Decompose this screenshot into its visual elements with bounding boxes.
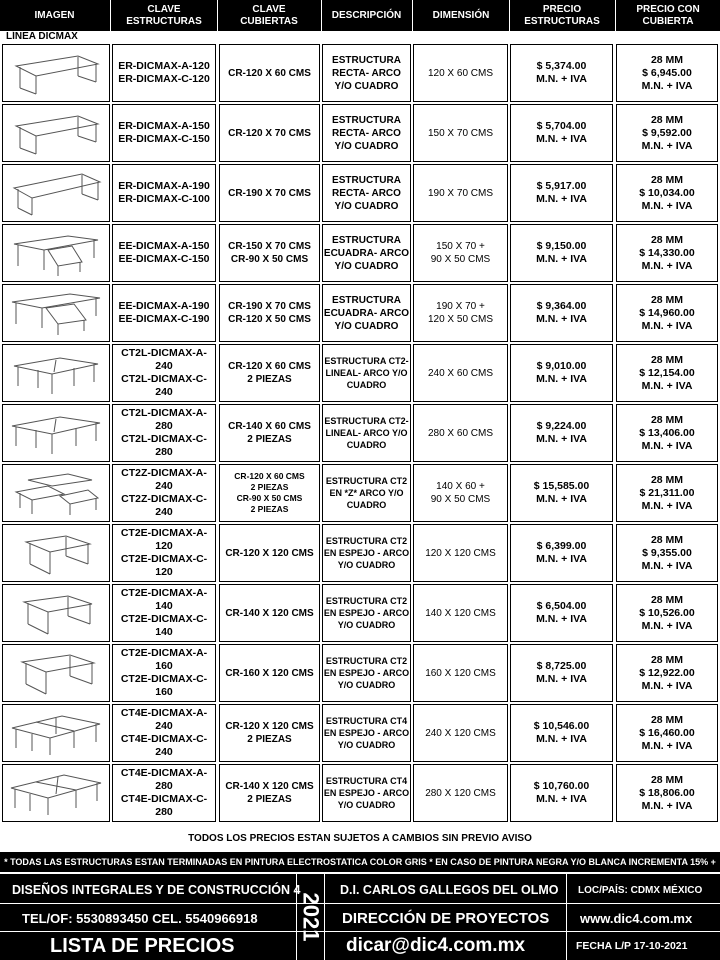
clave-estructura: CT2Z-DICMAX-A-240 CT2Z-DICMAX-C-240 [112, 464, 216, 522]
precio-estructura: $ 5,374.00 M.N. + IVA [510, 44, 613, 102]
table-row [0, 464, 720, 524]
header-clave-cubiertas: CLAVE CUBIERTAS [240, 3, 298, 27]
clave-estructura: ER-DICMAX-A-120 ER-DICMAX-C-120 [112, 44, 216, 102]
precio-cubierta: 28 MM $ 14,330.00 M.N. + IVA [616, 224, 718, 282]
clave-cubierta: CR-190 X 70 CMS CR-120 X 50 CMS [219, 284, 320, 342]
clave-estructura: CT4E-DICMAX-A-280 CT4E-DICMAX-C-280 [112, 764, 216, 822]
clave-cubierta: CR-190 X 70 CMS [219, 164, 320, 222]
list-date: FECHA L/P 17-10-2021 [576, 940, 688, 952]
clave-estructura: EE-DICMAX-A-150 EE-DICMAX-C-150 [112, 224, 216, 282]
table-row [0, 704, 720, 764]
company-name: DISEÑOS INTEGRALES Y DE CONSTRUCCIÓN 4 [12, 883, 301, 897]
website-link[interactable]: www.dic4.com.mx [580, 910, 693, 926]
descripcion: ESTRUCTURA ECUADRA- ARCO Y/O CUADRO [322, 284, 411, 342]
header-precio-cubierta: PRECIO CON CUBIERTA [636, 3, 700, 27]
precio-cubierta: 28 MM $ 14,960.00 M.N. + IVA [616, 284, 718, 342]
table-row [0, 404, 720, 464]
precio-cubierta: 28 MM $ 18,806.00 M.N. + IVA [616, 764, 718, 822]
dimension: 240 X 60 CMS [413, 344, 508, 402]
location: LOC/PAÍS: CDMX MÉXICO [578, 884, 703, 896]
clave-estructura: ER-DICMAX-A-190 ER-DICMAX-C-100 [112, 164, 216, 222]
clave-estructura: CT4E-DICMAX-A-240 CT4E-DICMAX-C-240 [112, 704, 216, 762]
table-row [0, 104, 720, 164]
desk-recta-icon [2, 104, 110, 162]
dimension: 140 X 60 + 90 X 50 CMS [413, 464, 508, 522]
department: DIRECCIÓN DE PROYECTOS [342, 909, 550, 927]
desk-recta-icon [2, 164, 110, 222]
clave-cubierta: CR-140 X 120 CMS 2 PIEZAS [219, 764, 320, 822]
descripcion: ESTRUCTURA CT2 EN ESPEJO - ARCO Y/O CUADRO [322, 644, 411, 702]
header-clave-estructuras: CLAVE ESTRUCTURAS [126, 3, 202, 27]
header-imagen: IMAGEN [34, 9, 75, 21]
clave-cubierta: CR-120 X 60 CMS 2 PIEZAS CR-90 X 50 CMS 2 PIEZAS [219, 464, 320, 522]
descripcion: ESTRUCTURA CT2 EN ESPEJO - ARCO Y/O CUADRO [322, 584, 411, 642]
paint-note: * TODAS LAS ESTRUCTURAS ESTAN TERMINADAS EN PINTURA ELECTROSTATICA COLOR GRIS * EN CASO DE PINTURA NEGRA Y/O BLANCA INCREMENTA 15% + [0, 852, 720, 872]
header-descripcion: DESCRIPCIÓN [331, 9, 402, 21]
table-row [0, 164, 720, 224]
clave-estructura: CT2L-DICMAX-A-240 CT2L-DICMAX-C-240 [112, 344, 216, 402]
precio-estructura: $ 5,704.00 M.N. + IVA [510, 104, 613, 162]
clave-estructura: CT2E-DICMAX-A-120 CT2E-DICMAX-C-120 [112, 524, 216, 582]
precio-cubierta: 28 MM $ 13,406.00 M.N. + IVA [616, 404, 718, 462]
precio-cubierta: 28 MM $ 21,311.00 M.N. + IVA [616, 464, 718, 522]
precio-estructura: $ 9,224.00 M.N. + IVA [510, 404, 613, 462]
table-row [0, 524, 720, 584]
desk-ct4-icon [2, 704, 110, 762]
clave-estructura: CT2E-DICMAX-A-160 CT2E-DICMAX-C-160 [112, 644, 216, 702]
dimension: 160 X 120 CMS [413, 644, 508, 702]
table-row [0, 584, 720, 644]
precio-estructura: $ 6,504.00 M.N. + IVA [510, 584, 613, 642]
dimension: 240 X 120 CMS [413, 704, 508, 762]
precio-estructura: $ 10,760.00 M.N. + IVA [510, 764, 613, 822]
dimension: 120 X 60 CMS [413, 44, 508, 102]
clave-cubierta: CR-120 X 60 CMS [219, 44, 320, 102]
dimension: 150 X 70 + 90 X 50 CMS [413, 224, 508, 282]
descripcion: ESTRUCTURA CT4 EN ESPEJO - ARCO Y/O CUADRO [322, 764, 411, 822]
list-title: LISTA DE PRECIOS [50, 934, 235, 957]
precio-cubierta: 28 MM $ 6,945.00 M.N. + IVA [616, 44, 718, 102]
dimension: 190 X 70 + 120 X 50 CMS [413, 284, 508, 342]
dimension: 190 X 70 CMS [413, 164, 508, 222]
price-notice: TODOS LOS PRECIOS ESTAN SUJETOS A CAMBIOS SIN PREVIO AVISO [188, 833, 532, 844]
precio-cubierta: 28 MM $ 10,034.00 M.N. + IVA [616, 164, 718, 222]
clave-cubierta: CR-120 X 70 CMS [219, 104, 320, 162]
clave-cubierta: CR-150 X 70 CMS CR-90 X 50 CMS [219, 224, 320, 282]
precio-estructura: $ 15,585.00 M.N. + IVA [510, 464, 613, 522]
descripcion: ESTRUCTURA CT2- LINEAL- ARCO Y/O CUADRO [322, 404, 411, 462]
precio-estructura: $ 9,010.00 M.N. + IVA [510, 344, 613, 402]
dimension: 120 X 120 CMS [413, 524, 508, 582]
precio-cubierta: 28 MM $ 10,526.00 M.N. + IVA [616, 584, 718, 642]
table-row [0, 224, 720, 284]
precio-estructura: $ 5,917.00 M.N. + IVA [510, 164, 613, 222]
desk-recta-icon [2, 44, 110, 102]
dimension: 280 X 60 CMS [413, 404, 508, 462]
precio-cubierta: 28 MM $ 9,355.00 M.N. + IVA [616, 524, 718, 582]
precio-estructura: $ 10,546.00 M.N. + IVA [510, 704, 613, 762]
clave-cubierta: CR-120 X 120 CMS 2 PIEZAS [219, 704, 320, 762]
descripcion: ESTRUCTURA RECTA- ARCO Y/O CUADRO [322, 104, 411, 162]
clave-cubierta: CR-160 X 120 CMS [219, 644, 320, 702]
precio-cubierta: 28 MM $ 9,592.00 M.N. + IVA [616, 104, 718, 162]
year-label: 2021 [298, 892, 324, 942]
clave-estructura: CT2L-DICMAX-A-280 CT2L-DICMAX-C-280 [112, 404, 216, 462]
descripcion: ESTRUCTURA RECTA- ARCO Y/O CUADRO [322, 164, 411, 222]
descripcion: ESTRUCTURA CT2 EN ESPEJO - ARCO Y/O CUADRO [322, 524, 411, 582]
clave-cubierta: CR-140 X 120 CMS [219, 584, 320, 642]
descripcion: ESTRUCTURA RECTA- ARCO Y/O CUADRO [322, 44, 411, 102]
clave-estructura: ER-DICMAX-A-150 ER-DICMAX-C-150 [112, 104, 216, 162]
descripcion: ESTRUCTURA CT2- LINEAL- ARCO Y/O CUADRO [322, 344, 411, 402]
contact-email[interactable]: dicar@dic4.com.mx [346, 935, 526, 956]
desk-espejo-icon [2, 584, 110, 642]
precio-cubierta: 28 MM $ 12,922.00 M.N. + IVA [616, 644, 718, 702]
desk-ct4-icon [2, 764, 110, 822]
dimension: 280 X 120 CMS [413, 764, 508, 822]
desk-z-icon [2, 464, 110, 522]
table-row [0, 764, 720, 824]
descripcion: ESTRUCTURA CT2 EN *Z* ARCO Y/O CUADRO [322, 464, 411, 522]
table-row [0, 344, 720, 404]
precio-estructura: $ 9,364.00 M.N. + IVA [510, 284, 613, 342]
precio-cubierta: 28 MM $ 16,460.00 M.N. + IVA [616, 704, 718, 762]
header-dimension: DIMENSIÓN [432, 9, 490, 21]
header-precio-estructuras: PRECIO ESTRUCTURAS [524, 3, 600, 27]
table-row [0, 284, 720, 344]
table-row [0, 644, 720, 704]
section-title: LÍNEA DICMAX [6, 31, 78, 42]
clave-cubierta: CR-120 X 120 CMS [219, 524, 320, 582]
desk-escuadra-icon [2, 284, 110, 342]
desk-espejo-icon [2, 644, 110, 702]
dimension: 150 X 70 CMS [413, 104, 508, 162]
clave-cubierta: CR-140 X 60 CMS 2 PIEZAS [219, 404, 320, 462]
descripcion: ESTRUCTURA ECUADRA- ARCO Y/O CUADRO [322, 224, 411, 282]
table-row [0, 44, 720, 104]
clave-estructura: CT2E-DICMAX-A-140 CT2E-DICMAX-C-140 [112, 584, 216, 642]
desk-lineal-icon [2, 404, 110, 462]
descripcion: ESTRUCTURA CT4 EN ESPEJO - ARCO Y/O CUADRO [322, 704, 411, 762]
desk-espejo-icon [2, 524, 110, 582]
clave-cubierta: CR-120 X 60 CMS 2 PIEZAS [219, 344, 320, 402]
dimension: 140 X 120 CMS [413, 584, 508, 642]
contact-person: D.I. CARLOS GALLEGOS DEL OLMO [340, 883, 559, 897]
precio-estructura: $ 8,725.00 M.N. + IVA [510, 644, 613, 702]
phone-numbers: TEL/OF: 5530893450 CEL. 5540966918 [22, 910, 258, 926]
precio-estructura: $ 9,150.00 M.N. + IVA [510, 224, 613, 282]
precio-cubierta: 28 MM $ 12,154.00 M.N. + IVA [616, 344, 718, 402]
precio-estructura: $ 6,399.00 M.N. + IVA [510, 524, 613, 582]
desk-lineal-icon [2, 344, 110, 402]
table-header [0, 0, 720, 31]
clave-estructura: EE-DICMAX-A-190 EE-DICMAX-C-190 [112, 284, 216, 342]
desk-escuadra-icon [2, 224, 110, 282]
